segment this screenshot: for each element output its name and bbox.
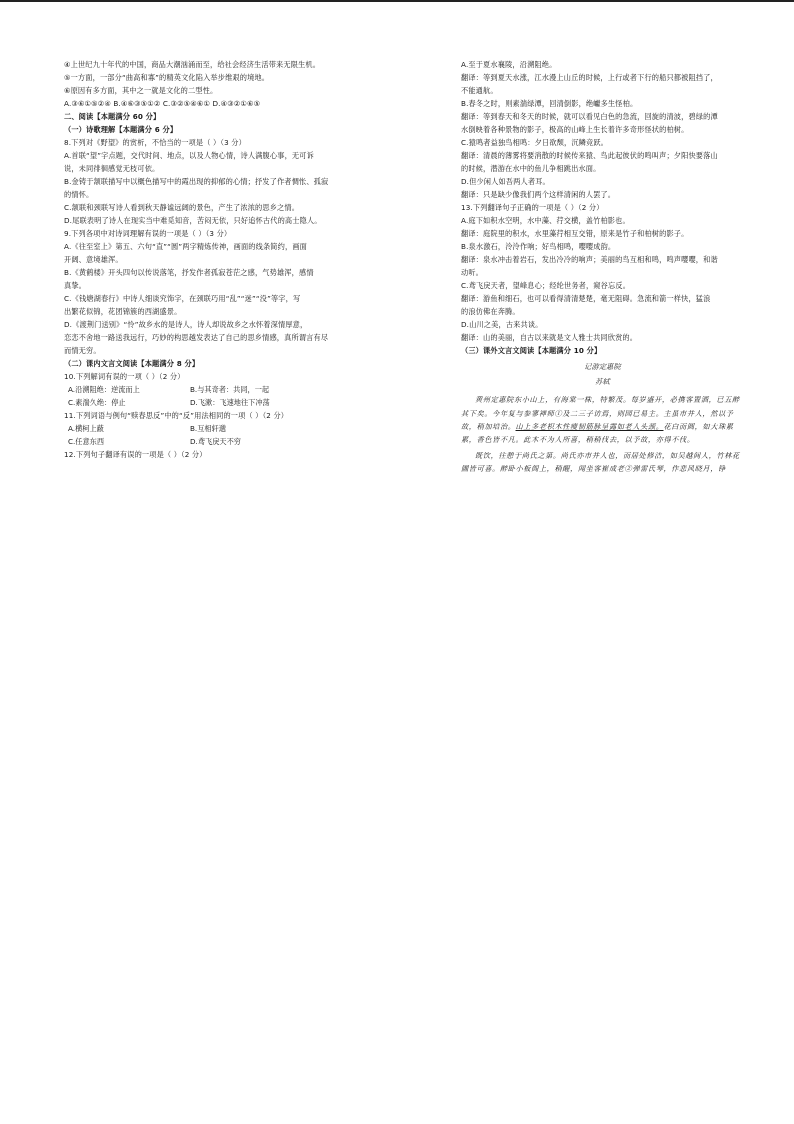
answer-option: B.与其奇者：共同，一起 xyxy=(190,384,270,394)
passage-paragraph-1 xyxy=(461,393,744,446)
text-line: B.金铸于颔联描写中以概色描写中的霞出现的抑郁的心情；抒发了作者惆怅、孤寂 xyxy=(64,176,329,186)
text-line: 翻译：山的美丽，自古以来就是文人雅士共同欣赏的。 xyxy=(461,332,638,342)
text-line: B.春冬之时，则素湍绿潭，回清倒影，绝巘多生怪柏。 xyxy=(461,98,638,108)
text-line: A.《往至室上》第五、六句“直”“圆”两字精炼传神，画面的线条简约，画面 xyxy=(64,241,307,251)
text-line: 的时候，潜游在水中的鱼儿争相跳出水面。 xyxy=(461,163,601,173)
text-line: 说，未同徘徊感觉无枝可依。 xyxy=(64,163,160,173)
text-line: 而情无穷。 xyxy=(64,345,101,355)
question-12: 12.下列句子翻译有误的一项是（ ）（2 分） xyxy=(64,449,207,459)
text-line: 翻译：只是缺少像我们两个这样清闲的人罢了。 xyxy=(461,189,616,199)
passage-text: 黄州定惠院东小山上，有海棠一株，特繁茂。每岁盛开，必携客置酒，已五醉其下矣。今年复与参寥禅师①及二三子访焉，则园已易主。主虽市井人，然以予故，稍加培治。 xyxy=(461,395,740,431)
text-line: 9.下列各项中对诗词理解有误的一项是（ ）（3 分） xyxy=(64,228,232,238)
text-line: B.《黄鹤楼》开头四句以传说落笔，抒发作者孤寂苍茫之感，气势雄浑，感情 xyxy=(64,267,314,277)
text-line: 不能通航。 xyxy=(461,85,498,95)
text-line: 动听。 xyxy=(461,267,484,277)
text-line: 13.下列翻译句子正确的一项是（ ）（2 分） xyxy=(461,202,604,212)
passage-title: 记游定惠院 xyxy=(584,362,621,372)
text-line: 的浪仿佛在奔腾。 xyxy=(461,306,520,316)
answer-option: D.飞漱：飞速地往下冲荡 xyxy=(190,397,270,407)
text-line: C.《钱塘湖春行》中诗人细谈究饰字，在颈联巧用“乱”“迷”“没”等字，写 xyxy=(64,293,301,303)
text-line: 8.下列对《野望》的赏析，不恰当的一项是（ ）（3 分） xyxy=(64,137,246,147)
text-line: D.尾联表明了诗人在现实当中难觅知音，苦闷无依，只好追怀古代的高士隐人。 xyxy=(64,215,322,225)
text-line: D.但少闲人如吾两人者耳。 xyxy=(461,176,550,186)
answer-option: D.鸢飞戾天不穷 xyxy=(190,436,241,446)
text-line: 的情怀。 xyxy=(64,189,94,199)
text-line: D.《渡荆门送别》“怜”故乡水的是诗人，诗人却说故乡之水怀着深情厚意， xyxy=(64,319,308,329)
text-line: 翻译：泉水冲击着岩石，发出冷冷的响声；美丽的鸟互相和鸣，鸣声嘤嘤，和谐 xyxy=(461,254,718,264)
text-line: 出繁花似锦，花团锦簇的西湖盛景。 xyxy=(64,306,182,316)
text-line: ④上世纪九十年代的中国，商品大潮汹涌而至，给社会经济生活带来无限生机。 xyxy=(64,60,321,69)
text-line: B.泉水激石，泠泠作响；好鸟相鸣，嘤嘤成韵。 xyxy=(461,241,616,251)
section-heading: （一）诗歌理解【本题满分 6 分】 xyxy=(64,124,178,134)
text-line: ⑥原因有多方面，其中之一就是文化的二型性。 xyxy=(64,85,218,95)
text-line: A.庭下如积水空明，水中藻、荇交横，盖竹柏影也。 xyxy=(461,215,630,225)
text-line: A.③⑥①⑤②④ B.④⑥③⑤①② C.③②⑤④⑥① D.④③②①⑥⑤ xyxy=(64,98,261,108)
text-line: 水倒映着各种景物的影子，极高的山峰上生长着许多奇形怪状的柏树。 xyxy=(461,124,689,134)
text-line: 开阔、意境雄浑。 xyxy=(64,254,123,264)
text-line: ⑤一方面，一部分“曲高和寡”的精英文化陷入举步维艰的境地。 xyxy=(64,72,270,82)
section-heading: 二、阅读【本题满分 60 分】 xyxy=(64,111,161,121)
page-top-rule xyxy=(0,0,794,2)
answer-option: C.素湍久绝：停止 xyxy=(68,397,126,407)
answer-option: B.互相轩邈 xyxy=(190,423,226,433)
answer-option: A.沿溯阻绝：逆流而上 xyxy=(68,384,140,394)
text-line: C.鸢飞戾天者，望峰息心；经纶世务者，窥谷忘反。 xyxy=(461,280,631,290)
text-line: 翻译：等到春天和冬天的时候，就可以看见白色的急流，回旋的清波，碧绿的潭 xyxy=(461,111,718,121)
text-line: 真挚。 xyxy=(64,280,87,290)
text-line: 翻译：等到夏天水涨，江水漫上山丘的时候，上行或者下行的船只都被阻挡了， xyxy=(461,72,718,82)
text-line: 翻译：庭院里的积水，水里藻荇相互交错，原来是竹子和柏树的影子。 xyxy=(461,228,689,238)
section-heading: （二）课内文言文阅读【本题满分 8 分】 xyxy=(64,358,200,368)
section-heading: （三）课外文言文阅读【本题满分 10 分】 xyxy=(461,345,602,355)
text-line: 恋恋不舍地一路送我远行，巧妙的构思越发表达了自己的思乡情感，真所谓言有尽 xyxy=(64,332,329,342)
option-row xyxy=(64,398,364,409)
answer-option: C.任意东西 xyxy=(68,436,105,446)
question-11: 11.下列词语与例句“赎春思反”中的“反”用法相同的一项（ ）（2 分） xyxy=(64,410,289,420)
text-line: C.猿鸣者益独鸟相鸣：夕日欲颓，沉鳞竞跃。 xyxy=(461,137,609,147)
text-line: A.首联“望”字点题，交代时间、地点，以及人物心情，诗人满腹心事，无可诉 xyxy=(64,150,314,160)
underlined-sentence: 山上多老枳木性瘦韧筋脉呈露如老人头颈。 xyxy=(515,421,664,431)
exam-right-column xyxy=(461,60,744,479)
text-line: 翻译：清晨的薄雾将要消散的时候传来猿、鸟此起彼伏的鸣叫声；夕阳快要落山 xyxy=(461,150,718,160)
passage-author: 苏轼 xyxy=(595,376,610,386)
option-row xyxy=(64,424,364,435)
passage-text: 花白而圆，如大珠累累，香色皆不凡。此木不为人所喜，稍稍伐去，以予故，亦得不伐。 xyxy=(461,421,734,445)
option-row xyxy=(64,385,364,396)
answer-option: A.横柯上蔽 xyxy=(68,423,104,433)
passage-paragraph-2: 既饮，往憩于尚氏之第。尚氏亦市井人也，而居处修洁，如吴越间人，竹林花圃皆可喜。醉卧小板阁上，稍醒，闻坐客崔成老②弹雷氏琴，作悲风晓月，铮 xyxy=(461,451,740,474)
text-line: A.至于夏水襄陵，沿溯阻绝。 xyxy=(461,60,557,69)
text-line: 10.下列解词有误的一项（ ）（2 分） xyxy=(64,371,185,381)
text-line: D.山川之美，古来共谈。 xyxy=(461,319,543,329)
text-line: C.颔联和颈联写诗人看到秋天静谧远阔的景色，产生了浓浓的思乡之情。 xyxy=(64,202,300,212)
option-row xyxy=(64,437,364,448)
text-line: 翻译：游鱼和细石，也可以看得清清楚楚，毫无阻碍。急流和箭一样快，猛浪 xyxy=(461,293,711,303)
exam-left-column xyxy=(64,60,364,463)
